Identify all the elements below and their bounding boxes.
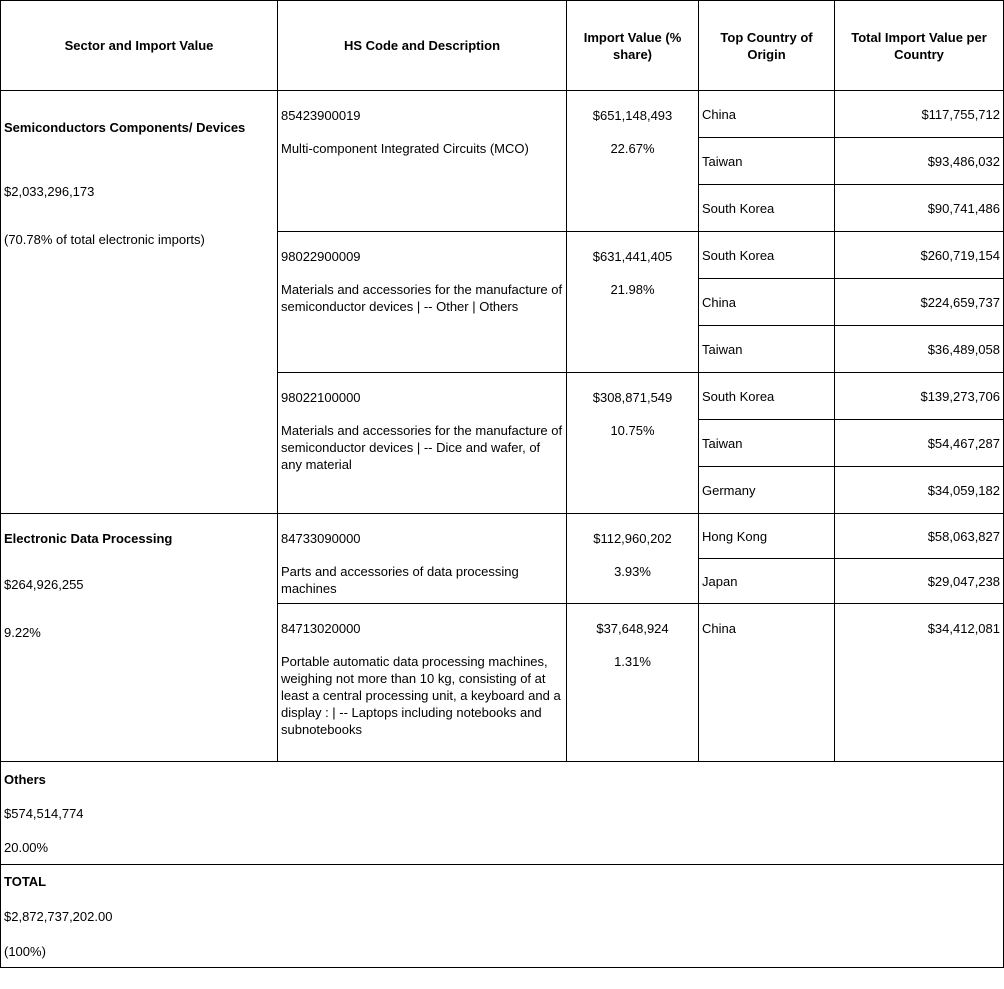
total-value: $2,872,737,202.00 [4, 909, 113, 924]
hs-code: 84733090000 [281, 531, 361, 546]
country-name: China [699, 279, 835, 326]
header-hs-code: HS Code and Description [278, 1, 567, 91]
country-name: South Korea [699, 185, 835, 232]
hs-description: Materials and accessories for the manufacture of semiconductor devices | -- Other | Others [281, 282, 563, 314]
total-share: (100%) [4, 944, 46, 959]
import-share: 21.98% [610, 282, 655, 297]
sector-value: $264,926,255 [4, 577, 84, 592]
country-name: Germany [699, 467, 835, 514]
country-name: China [699, 91, 835, 138]
country-value: $117,755,712 [835, 91, 1004, 138]
country-value: $139,273,706 [835, 373, 1004, 420]
hs-description: Materials and accessories for the manufacture of semiconductor devices | -- Dice and wafer, of any material [281, 423, 563, 472]
hs-cell [278, 232, 567, 373]
country-value: $90,741,486 [835, 185, 1004, 232]
hs-description: Multi-component Integrated Circuits (MCO) [281, 141, 529, 156]
table-row [1, 514, 1004, 559]
hs-cell [278, 514, 567, 604]
country-value: $224,659,737 [835, 279, 1004, 326]
import-share: 22.67% [610, 141, 655, 156]
total-name: TOTAL [4, 874, 47, 889]
import-value: $37,648,924 [596, 621, 669, 636]
country-name: Taiwan [699, 138, 835, 185]
country-name: South Korea [699, 373, 835, 420]
sector-share: (70.78% of total electronic imports) [4, 232, 205, 247]
hs-description: Parts and accessories of data processing machines [281, 564, 519, 596]
import-share: 3.93% [614, 564, 651, 579]
hs-description: Portable automatic data processing machines, weighing not more than 10 kg, consisting of at least a central processing unit, a keyboard and a display : | -- Laptops including notebooks and subnotebooks [281, 654, 561, 737]
hs-code: 85423900019 [281, 108, 361, 123]
country-value: $93,486,032 [835, 138, 1004, 185]
import-value-cell [567, 232, 699, 373]
others-name: Others [4, 772, 46, 787]
import-value: $112,960,202 [593, 531, 672, 546]
country-value: $58,063,827 [835, 514, 1004, 559]
country-value: $54,467,287 [835, 420, 1004, 467]
country-value: $34,059,182 [835, 467, 1004, 514]
import-value: $631,441,405 [592, 249, 673, 264]
import-value-cell [567, 91, 699, 232]
country-name: Taiwan [699, 420, 835, 467]
sector-name: Semiconductors Components/ Devices [4, 120, 246, 135]
import-share: 1.31% [614, 654, 651, 669]
sector-name: Electronic Data Processing [4, 531, 173, 546]
others-cell [1, 762, 1004, 865]
hs-cell [278, 373, 567, 514]
country-value: $36,489,058 [835, 326, 1004, 373]
header-sector: Sector and Import Value [1, 1, 278, 91]
hs-cell [278, 604, 567, 762]
country-name: Japan [699, 559, 835, 604]
sector-share: 9.22% [4, 625, 41, 640]
country-name: South Korea [699, 232, 835, 279]
country-value: $34,412,081 [835, 604, 1004, 762]
country-name: Hong Kong [699, 514, 835, 559]
import-value-cell [567, 373, 699, 514]
import-value-cell [567, 514, 699, 604]
country-value: $260,719,154 [835, 232, 1004, 279]
country-name: China [699, 604, 835, 762]
hs-code: 98022100000 [281, 390, 361, 405]
import-share: 10.75% [610, 423, 655, 438]
header-import-value: Import Value (% share) [567, 1, 699, 91]
country-value: $29,047,238 [835, 559, 1004, 604]
sector-cell-semiconductors [1, 91, 278, 514]
sector-cell-edp [1, 514, 278, 762]
table-row-others [1, 762, 1004, 865]
others-value: $574,514,774 [4, 806, 84, 821]
table-row-total [1, 865, 1004, 968]
import-value: $651,148,493 [592, 108, 673, 123]
header-row [1, 1, 1004, 91]
table-row [1, 91, 1004, 138]
others-share: 20.00% [4, 840, 49, 855]
total-cell [1, 865, 1004, 968]
import-value-cell [567, 604, 699, 762]
hs-code: 84713020000 [281, 621, 361, 636]
header-total-per-country: Total Import Value per Country [835, 1, 1004, 91]
header-top-country: Top Country of Origin [699, 1, 835, 91]
sector-value: $2,033,296,173 [4, 184, 95, 199]
hs-code: 98022900009 [281, 249, 361, 264]
import-value: $308,871,549 [592, 390, 673, 405]
hs-cell [278, 91, 567, 232]
country-name: Taiwan [699, 326, 835, 373]
